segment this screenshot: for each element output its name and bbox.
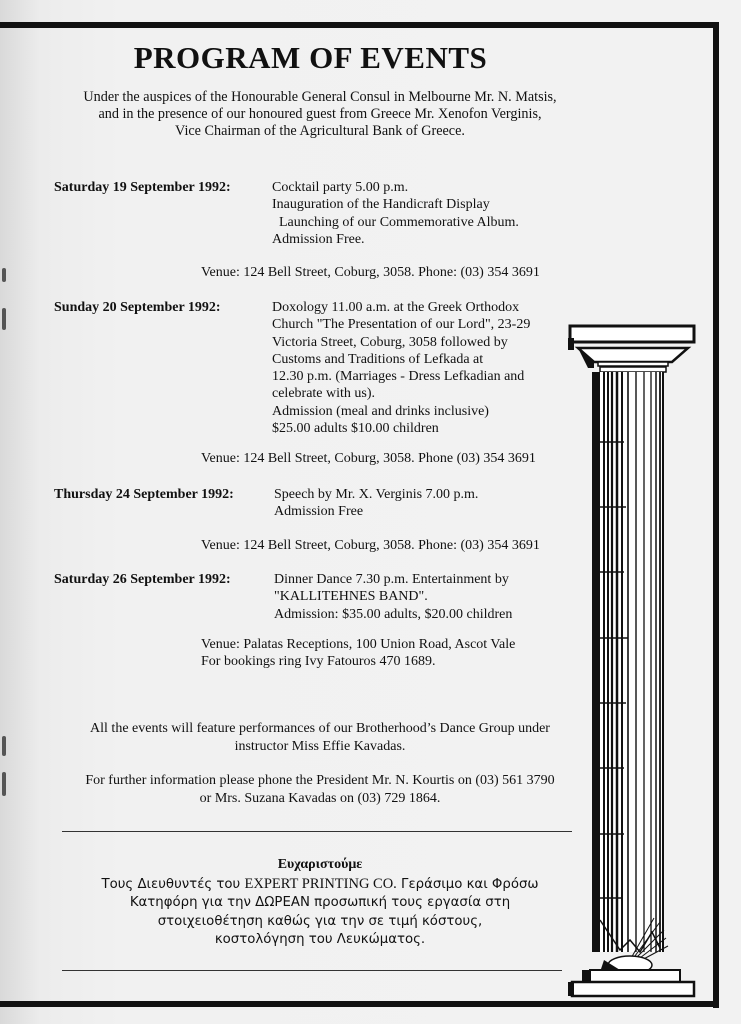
event-line: Church "The Presentation of our Lord", 23-29 [272, 317, 531, 333]
binding-mark [2, 308, 6, 330]
acknowledgement-line: στοιχειοθέτηση καθώς για την σε τιμή κόστους, [157, 913, 483, 929]
event-date: Thursday 24 September 1992: [54, 487, 234, 502]
event-line: $25.00 adults $10.00 children [272, 421, 439, 437]
event-details [272, 179, 519, 248]
event-line: Doxology 11.00 a.m. at the Greek Orthodox [272, 300, 520, 315]
intro-line: Under the auspices of the Honourable General Consul in Melbourne Mr. N. Matsis, [83, 89, 557, 105]
event-line: 12.30 p.m. (Marriages - Dress Lefkadian and [272, 369, 525, 385]
printer-name: EXPERT PRINTING CO. [244, 875, 397, 892]
event-line: Launching of our Commemorative Album. [272, 214, 519, 230]
divider [62, 831, 572, 832]
event-line: "KALLITEHNES BAND". [274, 589, 428, 605]
note-line: or Mrs. Suzana Kavadas on (03) 729 1864. [199, 790, 441, 806]
event-details [274, 486, 478, 521]
frame-border-right [713, 22, 719, 1008]
dance-group-note [40, 720, 600, 755]
event-venue: Venue: 124 Bell Street, Coburg, 3058. Phone: (03) 354 3691 [201, 265, 540, 280]
frame-border-top [0, 22, 719, 28]
acknowledgement-line: Κατηφόρη για την ΔΩΡΕΑΝ προσωπική τους εργασία στη [129, 895, 511, 910]
acknowledgement-text: Τους Διευθυντές του [101, 876, 241, 892]
event-line: Cocktail party 5.00 p.m. [272, 180, 409, 195]
event-line: Admission Free. [272, 231, 365, 247]
note-line: All the events will feature performances of our Brotherhood’s Dance Group under [90, 721, 550, 736]
event-venue: Venue: 124 Bell Street, Coburg, 3058. Phone: (03) 354 3691 [201, 538, 540, 553]
event-venue: Venue: 124 Bell Street, Coburg, 3058. Phone (03) 354 3691 [201, 451, 536, 466]
acknowledgement-line: κοστολόγηση του Λευκώματος. [214, 932, 426, 947]
contact-note [40, 772, 600, 807]
venue-line: Venue: Palatas Receptions, 100 Union Road, Ascot Vale [201, 637, 516, 652]
event-date: Saturday 19 September 1992: [54, 180, 231, 195]
page-title: PROGRAM OF EVENTS [133, 40, 488, 75]
divider [62, 970, 562, 971]
event-line: Admission: $35.00 adults, $20.00 children [274, 606, 513, 622]
note-line: instructor Miss Effie Kavadas. [234, 738, 406, 754]
acknowledgement [40, 856, 600, 950]
event-date: Sunday 20 September 1992: [54, 300, 221, 315]
acknowledgement-title: Ευχαριστούμε [277, 857, 363, 872]
event-line: Speech by Mr. X. Verginis 7.00 p.m. [274, 487, 479, 502]
intro-paragraph [40, 89, 600, 140]
venue-line: For bookings ring Ivy Fatouros 470 1689. [201, 654, 436, 669]
event-line: Dinner Dance 7.30 p.m. Entertainment by [274, 572, 509, 587]
binding-mark [2, 736, 6, 756]
column-capital [568, 326, 694, 372]
event-details [272, 299, 530, 437]
intro-line: Vice Chairman of the Agricultural Bank of Greece. [175, 123, 465, 139]
event-line: Inauguration of the Handicraft Display [272, 197, 490, 213]
binding-mark [2, 772, 6, 796]
event-line: Admission (meal and drinks inclusive) [272, 403, 489, 419]
event-line: Admission Free [274, 504, 364, 520]
intro-line: and in the presence of our honoured guest from Greece Mr. Xenofon Verginis, [98, 106, 542, 122]
event-date: Saturday 26 September 1992: [54, 572, 231, 587]
column-shaft [592, 372, 663, 952]
binding-mark [2, 268, 6, 282]
event-details [274, 571, 512, 623]
doric-column-illustration [560, 320, 710, 1010]
note-line: For further information please phone the President Mr. N. Kourtis on (03) 561 3790 [85, 773, 555, 788]
event-line: Victoria Street, Coburg, 3058 followed by [272, 334, 508, 350]
acknowledgement-text: Γεράσιμο και Φρόσω [401, 876, 539, 892]
acknowledgement-line [40, 875, 600, 895]
event-venue [201, 636, 515, 670]
event-line: celebrate with us). [272, 386, 376, 402]
event-line: Customs and Traditions of Lefkada at [272, 351, 484, 367]
